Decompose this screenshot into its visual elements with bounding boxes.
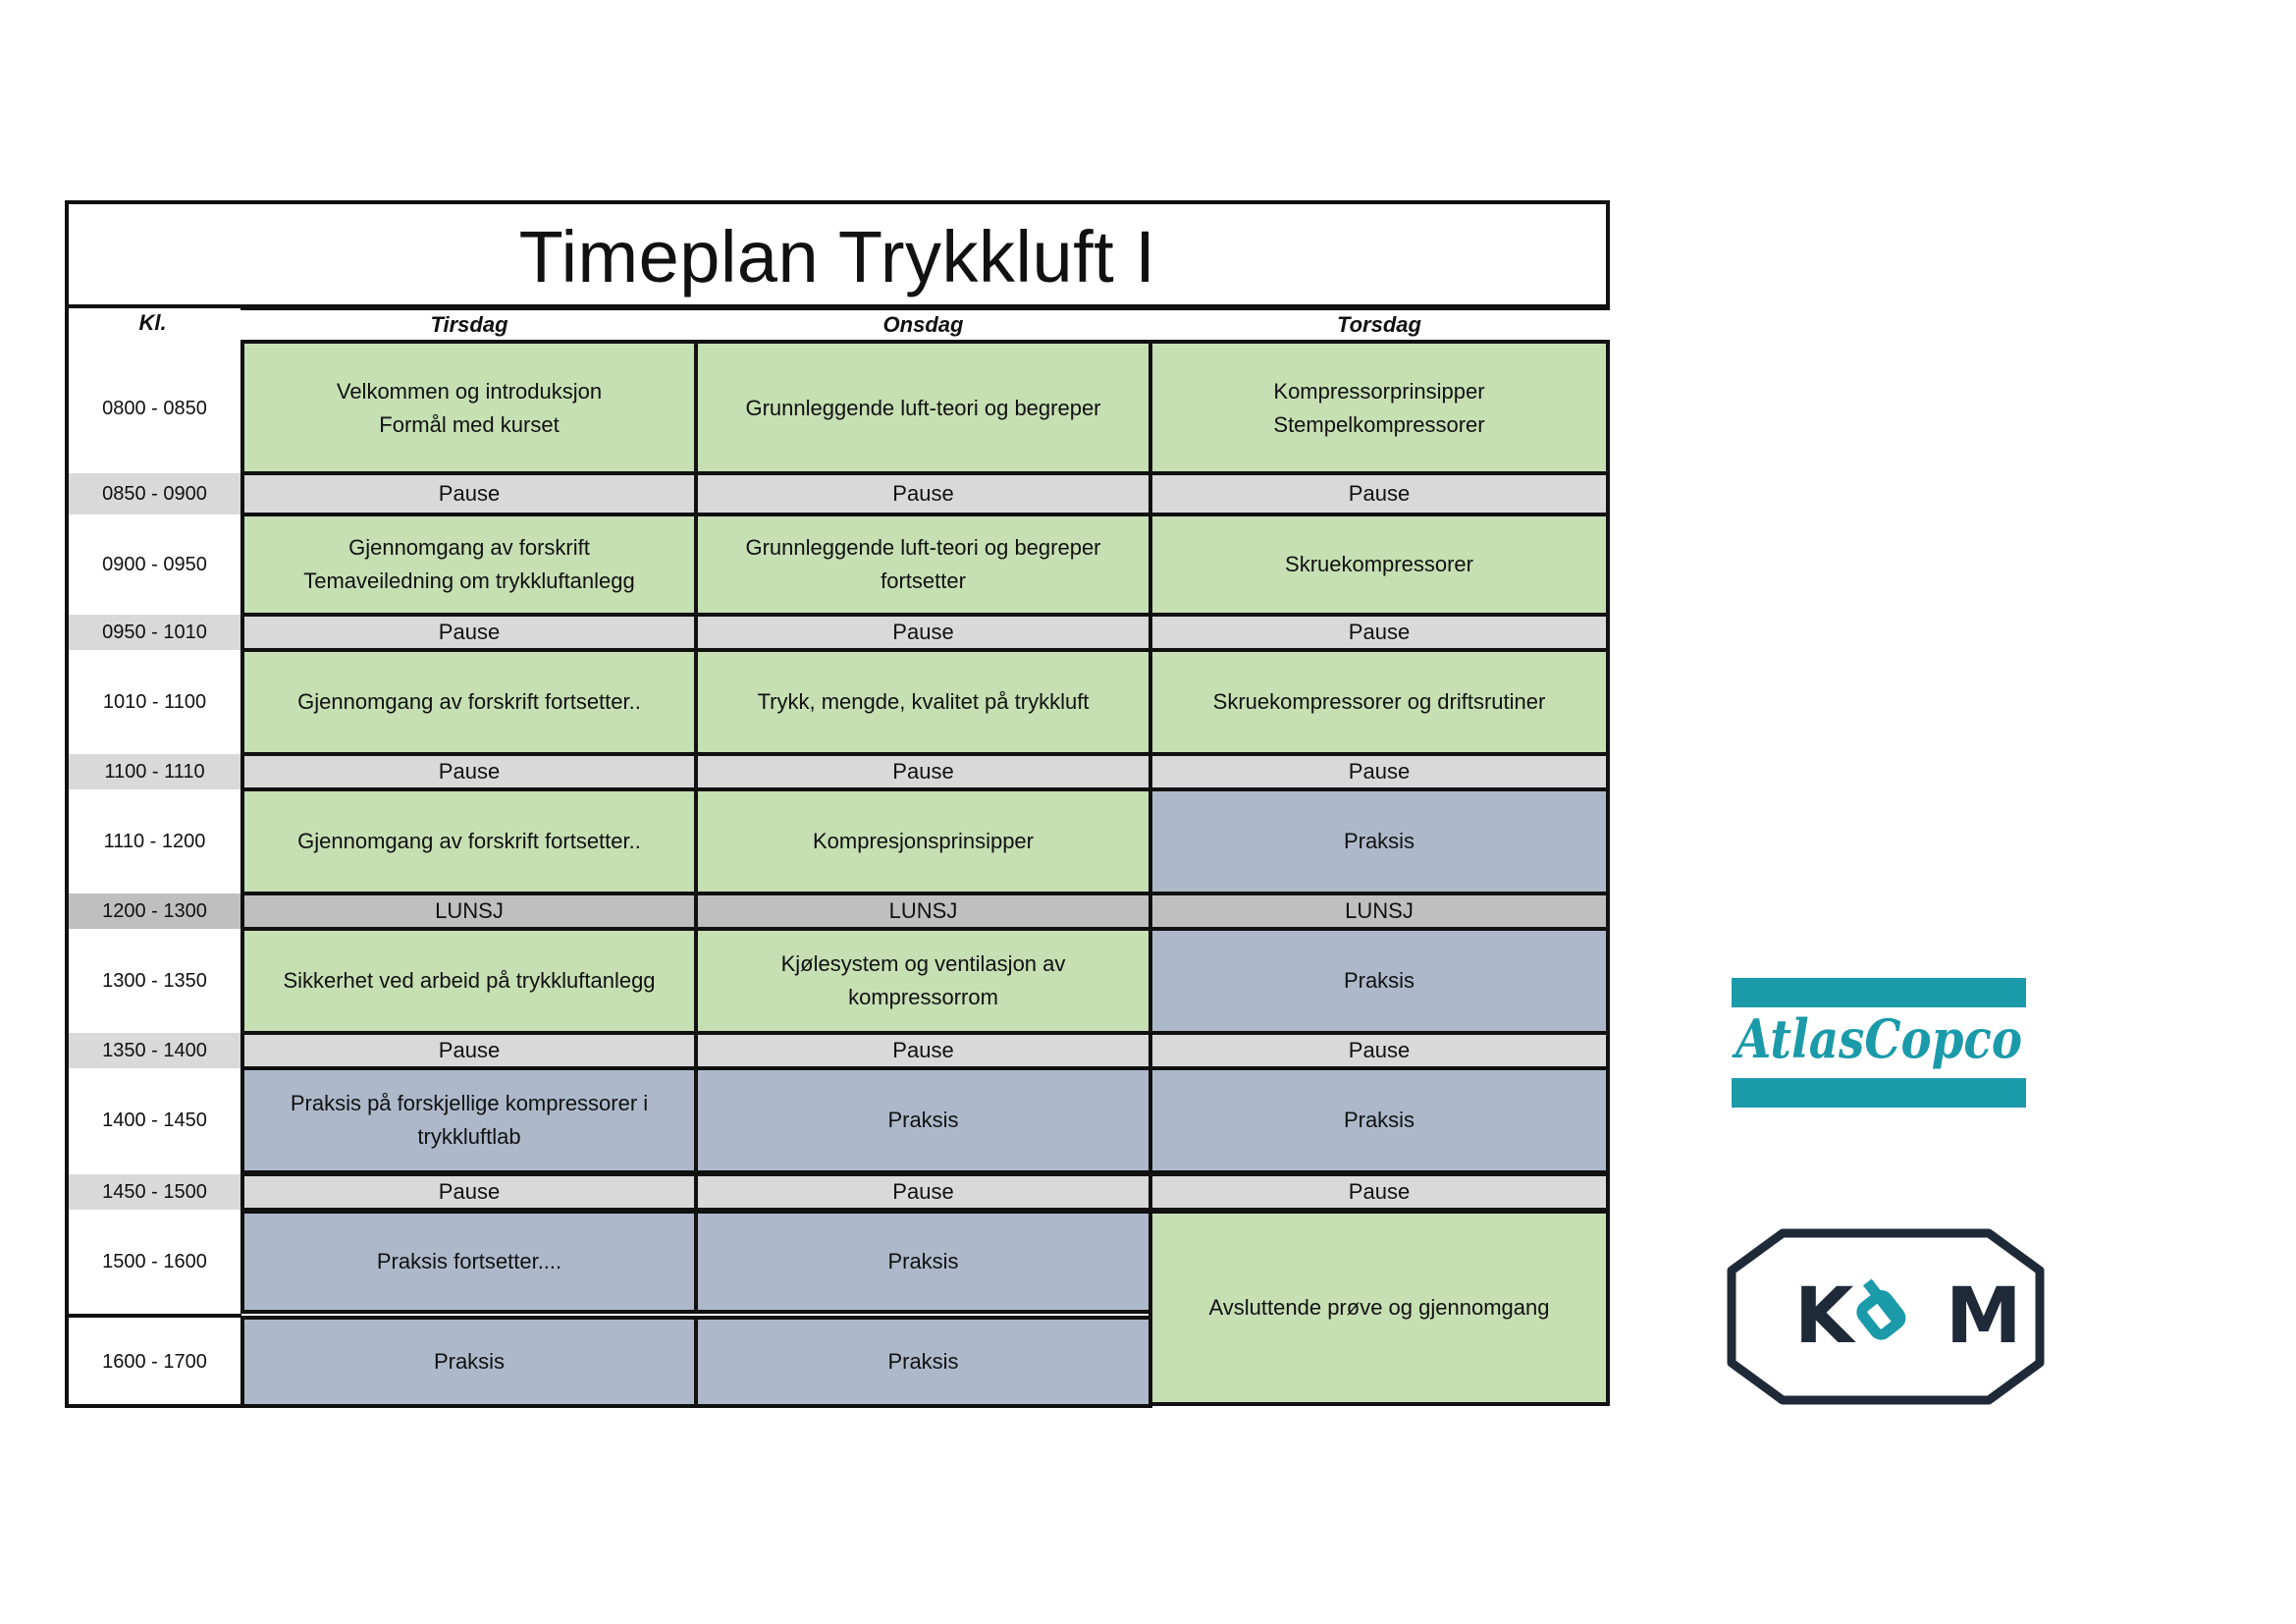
time-divider bbox=[65, 1314, 241, 1318]
schedule-cell-text: Pause bbox=[1348, 620, 1411, 644]
time-header: Kl. bbox=[138, 310, 167, 335]
schedule-cell-text: Skruekompressorer bbox=[1285, 552, 1473, 576]
schedule-cell-text: Praksis fortsetter.... bbox=[376, 1249, 562, 1273]
schedule-cell bbox=[240, 1031, 698, 1070]
time-slot: 1500 - 1600 bbox=[102, 1251, 207, 1272]
schedule-cell-text: Pause bbox=[892, 481, 954, 506]
schedule-cell-text: Pause bbox=[1348, 481, 1411, 506]
schedule-cell bbox=[694, 1172, 1152, 1212]
schedule-cell-text: Gjennomgang av forskrift fortsetter.. bbox=[297, 689, 641, 714]
schedule-cell bbox=[240, 1316, 698, 1408]
km-logo-k: K bbox=[1794, 1272, 1854, 1361]
time-slot: 1200 - 1300 bbox=[69, 893, 240, 929]
time-slot: 1350 - 1400 bbox=[69, 1033, 240, 1068]
time-slot: 1600 - 1700 bbox=[102, 1351, 207, 1373]
schedule-cell bbox=[694, 648, 1152, 756]
schedule-cell bbox=[240, 752, 698, 791]
schedule-cell bbox=[240, 613, 698, 652]
schedule-cell bbox=[1148, 613, 1610, 652]
schedule-cell bbox=[1148, 892, 1610, 931]
schedule-cell-text: Kompressorprinsipper Stempelkompressorer bbox=[1273, 379, 1485, 437]
schedule-cell-text: Pause bbox=[438, 1038, 501, 1062]
schedule-cell-text: Sikkerhet ved arbeid på trykkluftanlegg bbox=[283, 968, 656, 993]
schedule-cell bbox=[240, 892, 698, 931]
schedule-cell bbox=[240, 787, 698, 895]
title-box bbox=[65, 200, 1610, 308]
schedule-cell-text: Pause bbox=[1348, 1038, 1411, 1062]
schedule-cell bbox=[694, 1066, 1152, 1174]
schedule-cell-text: Grunnleggende luft-teori og begreper bbox=[745, 396, 1101, 420]
schedule-cell bbox=[694, 927, 1152, 1035]
schedule-cell-text: Pause bbox=[892, 1179, 954, 1204]
schedule-cell-text: Praksis bbox=[1343, 829, 1415, 853]
schedule-cell-text: Pause bbox=[438, 1179, 501, 1204]
schedule-cell-text: Pause bbox=[1348, 1179, 1411, 1204]
schedule-cell-text: Praksis på forskjellige kompressorer i trykkluftlab bbox=[290, 1091, 649, 1149]
schedule-cell bbox=[1148, 787, 1610, 895]
schedule-cell-text: Grunnleggende luft-teori og begreper fortsetter bbox=[745, 535, 1101, 593]
schedule-cell-text: LUNSJ bbox=[888, 898, 958, 923]
schedule-cell-text: LUNSJ bbox=[1345, 898, 1414, 923]
schedule-cell-text: Praksis bbox=[887, 1108, 959, 1132]
schedule-cell-text: Trykk, mengde, kvalitet på trykkluft bbox=[757, 689, 1090, 714]
time-slot: 1400 - 1450 bbox=[102, 1110, 207, 1131]
schedule-cell-text: Gjennomgang av forskrift Temaveiledning om trykkluftanlegg bbox=[303, 535, 635, 593]
schedule-cell bbox=[240, 648, 698, 756]
time-slot: 0950 - 1010 bbox=[69, 615, 240, 650]
time-slot: 1100 - 1110 bbox=[69, 754, 240, 789]
schedule-cell bbox=[240, 1210, 698, 1314]
time-slot: 0900 - 0950 bbox=[102, 554, 207, 575]
schedule-cell-text: Praksis bbox=[1343, 968, 1415, 993]
time-slot: 1010 - 1100 bbox=[102, 691, 207, 713]
schedule-cell bbox=[694, 787, 1152, 895]
km-logo-ampersand bbox=[1848, 1278, 1905, 1340]
km-logo-m: M bbox=[1946, 1272, 2022, 1361]
schedule-cell-text: Kjølesystem og ventilasjon av kompressorrom bbox=[780, 951, 1066, 1009]
schedule-cell-text: Praksis bbox=[887, 1349, 959, 1374]
km-logo bbox=[1726, 1227, 2046, 1406]
page-title: Timeplan Trykkluft I bbox=[518, 215, 1156, 298]
schedule-cell-text: Skruekompressorer og driftsrutiner bbox=[1212, 689, 1546, 714]
schedule-cell bbox=[694, 752, 1152, 791]
schedule-cell-text: Praksis bbox=[1343, 1108, 1415, 1132]
logo-bottom-bar bbox=[1732, 1078, 2026, 1108]
schedule-cell-text: Pause bbox=[892, 759, 954, 784]
schedule-cell-text: Praksis bbox=[887, 1249, 959, 1273]
schedule-cell bbox=[1148, 340, 1610, 477]
schedule-cell-text: Pause bbox=[438, 759, 501, 784]
schedule-cell bbox=[240, 1066, 698, 1174]
schedule-cell bbox=[1148, 648, 1610, 756]
schedule-cell-text: Pause bbox=[892, 620, 954, 644]
schedule-cell bbox=[240, 471, 698, 516]
schedule-cell bbox=[694, 1031, 1152, 1070]
schedule-cell bbox=[1148, 1066, 1610, 1174]
schedule-cell bbox=[1148, 1172, 1610, 1212]
schedule-cell bbox=[240, 513, 698, 617]
day-header: Torsdag bbox=[1148, 306, 1610, 340]
schedule-cell-text: Pause bbox=[892, 1038, 954, 1062]
schedule-cell bbox=[1148, 1031, 1610, 1070]
schedule-cell bbox=[1148, 752, 1610, 791]
schedule-cell bbox=[1148, 927, 1610, 1035]
schedule-cell-text: Pause bbox=[438, 620, 501, 644]
time-slot: 0850 - 0900 bbox=[69, 473, 240, 514]
time-slot: 1110 - 1200 bbox=[103, 831, 206, 852]
schedule-cell bbox=[240, 927, 698, 1035]
schedule-cell bbox=[694, 892, 1152, 931]
schedule-table bbox=[65, 200, 1610, 1408]
schedule-cell bbox=[694, 340, 1152, 477]
time-slot: 1300 - 1350 bbox=[102, 970, 207, 992]
schedule-cell bbox=[694, 613, 1152, 652]
schedule-cell bbox=[240, 1172, 698, 1212]
logo-top-bar bbox=[1732, 978, 2026, 1007]
schedule-cell bbox=[694, 1210, 1152, 1314]
schedule-cell bbox=[694, 513, 1152, 617]
schedule-cell-text: Pause bbox=[438, 481, 501, 506]
schedule-cell-text: Velkommen og introduksjon Formål med kurset bbox=[336, 379, 603, 437]
schedule-cell-text: Avsluttende prøve og gjennomgang bbox=[1208, 1295, 1550, 1320]
schedule-cell bbox=[694, 1316, 1152, 1408]
schedule-cell bbox=[694, 471, 1152, 516]
schedule-cell bbox=[1148, 1210, 1610, 1406]
schedule-cell-text: Gjennomgang av forskrift fortsetter.. bbox=[297, 829, 641, 853]
time-slot: 0800 - 0850 bbox=[102, 398, 207, 419]
time-slot: 1450 - 1500 bbox=[69, 1174, 240, 1210]
day-header: Onsdag bbox=[694, 306, 1152, 340]
schedule-cell bbox=[1148, 471, 1610, 516]
schedule-cell-text: Pause bbox=[1348, 759, 1411, 784]
atlas-copco-logo bbox=[1732, 978, 2026, 1108]
schedule-cell-text: Praksis bbox=[433, 1349, 506, 1374]
schedule-cell-text: Kompresjonsprinsipper bbox=[813, 829, 1034, 853]
schedule-cell-text: LUNSJ bbox=[435, 898, 504, 923]
schedule-cell bbox=[1148, 513, 1610, 617]
schedule-cell bbox=[240, 340, 698, 477]
atlas-copco-wordmark: AtlasCopco bbox=[1731, 1007, 2022, 1070]
day-header: Tirsdag bbox=[240, 306, 698, 340]
